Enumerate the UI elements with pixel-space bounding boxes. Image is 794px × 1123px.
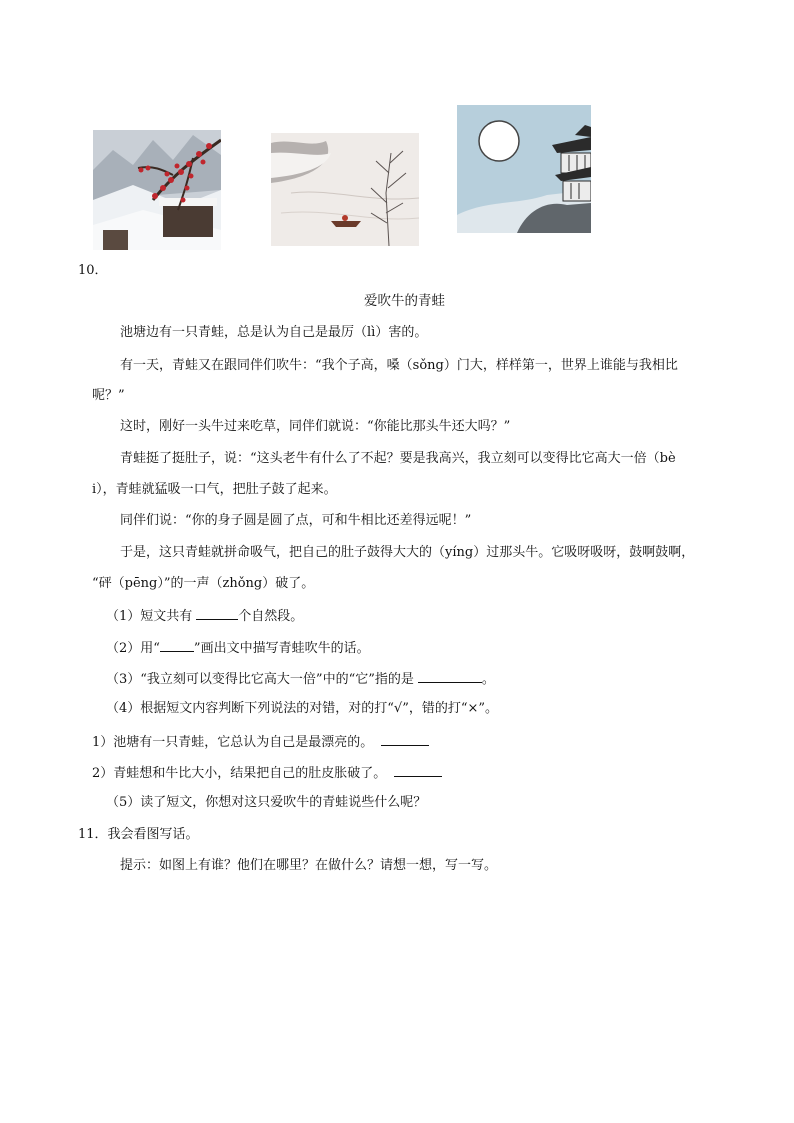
judgement-blank-1[interactable] bbox=[381, 732, 429, 746]
question-10-number: 10． bbox=[78, 263, 108, 278]
judgement-1-text: 1）池塘有一只青蛙，它总认为自己是最漂亮的。 bbox=[92, 735, 374, 750]
paragraph-6-line-2: “砰（pēng）”的一声（zhǒng）破了。 bbox=[92, 576, 315, 591]
paragraph-2-line-2: 呢？” bbox=[92, 388, 125, 403]
sub-question-3-text: （3）“我立刻可以变得比它高大一倍”中的“它”指的是 bbox=[106, 672, 414, 687]
underline-sample bbox=[160, 638, 194, 652]
story-title: 爱吹牛的青蛙 bbox=[364, 293, 445, 309]
judgement-2-text: 2）青蛙想和牛比大小，结果把自己的肚皮胀破了。 bbox=[92, 766, 387, 781]
sub-question-3-suffix: 。 bbox=[481, 672, 495, 687]
sub-question-2-prefix: （2）用“ bbox=[106, 641, 160, 656]
sub-question-3 bbox=[106, 669, 495, 689]
question-11-hint: 提示：如图上有谁？他们在哪里？在做什么？请想一想，写一写。 bbox=[120, 858, 498, 873]
paragraph-4-line-1: 青蛙挺了挺肚子，说：“这头老牛有什么了不起？要是我高兴，我立刻可以变得比它高大一倍（bè bbox=[120, 451, 676, 466]
paragraph-2-line-1: 有一天，青蛙又在跟同伴们吹牛：“我个子高，嗓（sǒng）门大，样样第一，世界上谁能与我相比 bbox=[120, 358, 678, 373]
paragraph-4-line-2: i），青蛙就猛吸一口气，把肚子鼓了起来。 bbox=[92, 482, 337, 497]
paragraph-3: 这时，刚好一头牛过来吃草，同伴们就说：“你能比那头牛还大吗？” bbox=[120, 419, 511, 434]
snowy-plum-blossom-painting bbox=[93, 130, 221, 250]
sub-question-2 bbox=[106, 638, 370, 658]
sub-question-1-suffix: 个自然段。 bbox=[238, 609, 304, 624]
sub-question-1 bbox=[106, 606, 303, 626]
sub-question-4: （4）根据短文内容判断下列说法的对错，对的打“√”，错的打“×”。 bbox=[106, 701, 499, 716]
moon-pavilion-painting bbox=[457, 105, 591, 233]
sub-question-5: （5）读了短文，你想对这只爱吹牛的青蛙说些什么呢？ bbox=[106, 795, 427, 810]
paragraph-5: 同伴们说：“你的身子圆是圆了点，可和牛相比还差得远呢！” bbox=[120, 513, 472, 528]
paragraph-6-line-1: 于是，这只青蛙就拼命吸气，把自己的肚子鼓得大大的（yíng）过那头牛。它吸呀吸呀，鼓啊鼓啊， bbox=[120, 545, 695, 560]
answer-blank-1[interactable] bbox=[196, 606, 238, 620]
answer-blank-3[interactable] bbox=[418, 669, 482, 683]
paragraph-1: 池塘边有一只青蛙，总是认为自己是最厉（lì）害的。 bbox=[120, 325, 428, 340]
winter-river-boat-painting bbox=[271, 133, 419, 246]
question-11-title: 11．我会看图写话。 bbox=[78, 827, 199, 842]
judgement-1 bbox=[92, 732, 429, 752]
sub-question-1-text: （1）短文共有 bbox=[106, 609, 193, 624]
sub-question-2-suffix: ”画出文中描写青蛙吹牛的话。 bbox=[193, 641, 370, 656]
judgement-2 bbox=[92, 763, 442, 783]
judgement-blank-2[interactable] bbox=[394, 763, 442, 777]
